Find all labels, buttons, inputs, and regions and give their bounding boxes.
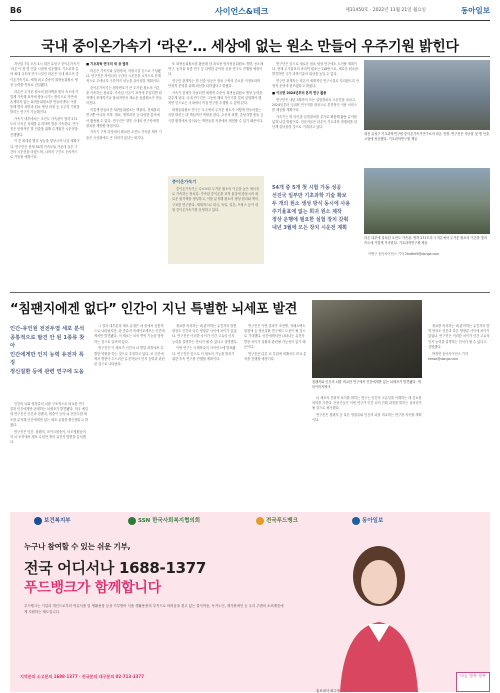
pull-quote-line: 주기율표에 없는 희귀 원소 제작 [272,209,342,215]
article1-column-2 [86,62,162,292]
headline-divider [10,56,490,57]
ad-body-text: 푸드뱅크는 기업과 개인으로부터 여유식품 및 생활용품 등을 기부받아 식품 생활용품의 부족으로 어려움을 겪고 있는 결식아동, 독거노인, 재가장애인 등 우리 주변의 소외계층에게 지원하는 제도입니다. [24,604,284,614]
paragraph: 또 희귀동위원소를 활용해 암 치료용 방사성동위원소 개발, 신소재 연구, 농작물 육종 연구 등 다양한 분야의 응용 연구도 진행할 예정이다. [168,62,264,77]
paragraph: 희귀동위원소 연구는 우주에서 무거운 원소가 어떻게 만들어졌는지를 밝히는 데 핵심적인 역할을 한다. 초신성 폭발, 중성자별 충돌 등 극한 환경에서 일어나는 핵반응을 지상에서 재현할 수 있기 때문이다. [168,108,264,123]
paragraph: 이번 연구는 국제학술지 사이언스에 발표됐다. 연구진은 앞으로 이 세포의 기능을 밝히기 위한 후속 연구를 진행할 계획이다. [172,346,236,361]
summary-line: 인간-유인원 전전두엽 세포 분석 [10,326,85,332]
article2-column-3 [172,324,238,506]
page-number: B6 [10,6,22,15]
ambassador-photo [310,536,448,692]
summary-line: 인간에게만 인지 능력 유전자 특징 [10,351,84,367]
summary-line: 공통적으로 발견 안 된 1종류 찾아 [10,334,85,350]
paragraph: 연구단 관계자는 라온이 세계적인 연구시설로 자리잡도록 안정적 운영에 힘쓰겠다고 밝혔다. [272,79,360,89]
article1-column-1 [10,62,80,292]
paragraph: 라온은 가속기와 실험장치, 지원시설 등으로 구성됐다. 연구진은 저에너지 구간의 시운전을 시작으로 단계적으로 고에너지 구간까지 성능을 끌어올릴 계획이다. [86,68,161,84]
paragraph: 가속기 전체가 가동되면 세계적 수준의 희귀동위원소 생성 능력을 갖추게 된다. 국내 연구진은 그동안 해외 가속기를 빌려 실험해야 했지만 앞으로는 국내에서 직접 연구를 수행할 수 있게 된다. [168,91,263,106]
article2-summary [10,325,88,377]
article1-column-5 [364,252,490,282]
paragraph: 중이온가속기는 수소보다 무거운 원소의 이온을 높은 에너지로 가속하는 장치다. 가속된 중이온을 표적 물질에 충돌시켜 새로운 원자핵을 생성하고, 이를 분석해 원소의 생성 원리와 핵의 구조를 연구한다. 세계적으로 미국, 독일, 일본, 프랑스 등이 대형 중이온가속기를 운영하고 있다. [172,187,260,212]
paragraph: 연구단은 앞으로 새로운 원소 합성 연구에도 도전할 계획이다. 현재 주기율표의 마지막 원소는 118번으로, 새로운 원소를 발견하면 국가 과학기술의 위상을 높일 수 있다. [272,62,359,77]
info-box-title: 중이온가속기 [172,179,197,184]
page-header [10,6,490,21]
paragraph: 인간의 뇌와 영장류의 뇌를 구조적으로 비교한 연구 결과 인간에게만 존재하는 뇌세포가 발견됐다. 미국 예일대 연구진은 인간과 침팬지, 원숭이 등의 뇌 전전두엽 세포를 분석해 인간에게만 있는 세포 유형을 확인했다고 밝혔다. [10,402,88,427]
paragraph: 연구진은 인간, 침팬지, 마카크원숭이, 마모셋원숭이의 뇌 조직에서 세포 수십만 개의 유전자 발현을 분석했다. [10,429,86,444]
article2-column-5 [312,396,422,506]
paragraph: 정보를 처리하는 데 관여하는 유전자의 발현 양상도 인간과 다른 영장류 사이에 차이가 있었다. 연구진은 이러한 차이가 인간 고유의 인지 능력을 설명하는 단서가 될 수 있다고 설명했다. [172,324,238,344]
paragraph: 가속기는 빔 라인과 실험장치를 추가로 확충해 활용 분야를 넓혀 나갈 방침이다. 전문가들은 라온이 기초과학 경쟁력을 한 단계 끌어올릴 것으로 기대하고 있다. [272,114,358,130]
paragraph: 연구진은 이 세포가 인간의 뇌 발달 과정에서 특별한 역할을 하는 것으로 추정하고 있다. 또 인간에게서 발현이 두드러진 유전자들이 인지 능력과 관련된 것으로 나타났다. [94,346,165,366]
paragraph: 연구진은 이번 결과가 조현병, 자폐스펙트럼장애 등 정신질환 연구에도 도움이 될 것으로 기대했다. 인간에게서만 나타나는 유전자 발현 차이가 질환과 관련될 가능성이 있기 때문이다. [244,324,306,349]
photo-caption: 대전 유성구 기초과학연구원 중이온가속기연구소의 라온 전경. 연구진은 지난달 첫 빔 인출 시험에 성공했다. 기초과학연구원 제공 [364,132,490,141]
photo-caption: 침팬지와 인간의 뇌를 비교한 연구에서 인간에게만 있는 뇌세포가 발견됐다. 게티이미지뱅크 [312,380,421,389]
ad-headline-phone: 전국 어디서나 1688-1377 [24,559,207,577]
pull-quote-line: 내년 3월에 모든 장치 시운전 계획 [272,225,347,231]
article-divider [10,292,490,293]
paragraph: 뇌 세포의 진화적 차이를 밝히는 연구는 인간의 고유성을 이해하는 데 중요한 의미를 가진다. 전문가들은 이번 연구가 인간 뇌의 진화 과정을 밝히는 실마리가 될 것으로 평가했다. [312,396,422,411]
campaign-badge: 나눔 행복 행복 [456,672,490,692]
article2-column-4 [244,324,308,506]
paragraph: 이병구 동아사이언스 기자 2bottle9@donga.com [368,252,440,256]
paragraph: 가속기 내부에서는 초전도 가속관이 영하 271도의 극저온 상태를 유지하며 빔을 가속한다. 연구진은 안정적인 빔 인출을 위해 수개월간 시운전을 진행했다. [10,117,79,137]
paragraph: 박정연 동아사이언스 기자 hesse@donga.com [428,351,468,361]
paragraph: 이렇게 만들어진 희귀동위원소는 핵물리, 천체물리 연구뿐 아니라 의학, 재료, 생명과학 등 다양한 분야에서 활용될 수 있다. 연구진은 향후 국내외 연구자에게 장치를 개방할 방침이다. [86,108,160,128]
article1-column-4 [272,62,360,180]
article2-column-1 [10,402,88,506]
ssn-logo: SSN 한국사회복지협의회 [128,516,200,525]
paragraph: 중이온가속기는 원자번호가 큰 무거운 원소의 이온을 가속하는 장치다. 가속된 이온이 표적에 부딪히면 원자핵이 쪼개지거나 합쳐지면서 새로운 동위원소가 만들어진다. [86,85,162,106]
paragraph: 연구진은 다른 뇌 부위에 대해서도 비교 분석을 진행할 예정이다. [244,351,307,361]
ad-subheading: 누구나 참여할 수 있는 쉬운 기부, [24,542,131,551]
chimpanzee-photo [312,300,422,378]
foodbank-logo: 전국푸드뱅크 [256,516,298,525]
paragraph: 연구진은 침팬지 등 다른 영장류와 인간의 뇌를 비교하는 연구를 지속할 계획이다. [312,413,422,423]
article1-column-3 [168,62,264,172]
ambassador-name: 홍보대사 최수영 [316,689,341,693]
ad-contact-line: 지역문의 소고문의 1688-1377 · 전국문의 대구문의 02-713-1377 [20,674,144,679]
info-box [168,176,264,264]
issue-info: 제31450호 · 2022년 11월 21일 월요일 [345,8,426,13]
subheading: ■ 이르면 2024년부터 본격 연구 활용 [272,91,327,96]
pull-quote-line: 정상 운행에 필요한 실험 장치 갖춰 [272,217,349,223]
accelerator-interior-photo [364,168,490,234]
pull-quote-line: 두 개의 원소 생성 방식 동시에 사용 [272,201,351,207]
summary-line: 정신질환 등에 관련 연구에 도움 [10,368,84,375]
article2-headline: “침팬지에겐 없다” 인간이 지닌 특별한 뇌세포 발견 [10,302,298,317]
paragraph: 연구단은 내년 3월까지 모든 실험장치의 시운전을 마치고, 2024년부터 국내외 연구자를 대상으로 본격적인 이용 서비스를 제공할 계획이다. [272,97,358,113]
section-title: 사이언스&테크 [215,7,269,16]
paragraph: 연구단 관계자는 빔 인출 성공은 장치 구축의 중요한 이정표라며 안정적 운영을 위해 최선을 다하겠다고 밝혔다. [168,79,261,89]
ad-headline: 푸드뱅크가 함께합니다 [24,580,161,596]
pull-quote [272,184,364,232]
donga-logo: 동아일보 [352,516,383,525]
paragraph: 이 중 최대한 빨리 성능을 향상시켜 나갈 계획이다. 연구단은 현재 54개 가속모듈 가운데 일부 구간의 시운전을 마쳤으며, 나머지 구간도 순차적으로 가동할 예정이다. [10,139,80,159]
paragraph: 그 결과 대부분의 세포 유형은 네 종에서 공통적으로 나타났지만, 한 종류의 미세아교세포는 인간에게서만 발견됐다. 이 세포는 뇌의 면역 기능을 담당하는 것으로 알려져 있다. [94,324,165,344]
paragraph: 지난달 7일 오후 4시 대전 유성구 중이온가속기 ‘라온’이 첫 빔 인출 시험에 성공했다. 기초과학 분야 최대 규모의 연구시설인 라온은 국내 최초의 중이온가속기로, 세계 최고 수준의 희귀동위원소 생성 능력을 목표로 건설됐다. [10,62,80,87]
photo-caption: 라온 내부에 설치된 초전도 가속관. 영하 271도의 극저온에서 무거운 원소의 이온을 빛의 속도에 가깝게 가속한다. 기초과학연구원 제공 [364,236,487,245]
foodbank-advertisement [10,512,490,692]
sponsor-logos [20,516,430,528]
article1-headline: 국내 중이온가속기 ‘라온’… 세상에 없는 원소 만들어 우주기원 밝힌다 [41,39,459,55]
pull-quote-line: 선진국 일부만 기초과학 기술 확보 [272,193,347,199]
paragraph: 정보를 처리하는 데 관여하는 유전자의 발현 양상도 인간과 다른 영장류 사이에 차이가 있었다. 연구진은 이러한 차이가 인간 고유의 인지 능력을 설명하는 단서가 될 수 있다고 설명했다. [428,324,490,349]
paragraph: 라온은 무거운 원소의 원자핵을 빛의 속도에 가깝게 가속해 표적에 충돌시키는 방식으로 자연에 존재하지 않는 희귀동위원소를 만들어낸다. 이를 통해 별의 폭발과 원소 생성 과정 등 우주의 기원을 밝히는 연구가 가능해진다. [10,89,80,115]
article2-column-2 [94,324,166,506]
info-box-text [172,187,260,261]
article2-column-6 [428,324,490,506]
subheading: ■ 기초과학 연구의 새 장 열려 [86,62,129,66]
pull-quote-line: 54개 중 5개 첫 시험 가동 성공 [272,185,342,191]
paragraph: 가속기 구축 과정에서 확보한 초전도 가속관 제작 기술은 국산화에도 큰 의미가 있다는 평가다. [86,130,162,140]
newspaper-logo: 동아일보 [461,6,490,15]
accelerator-aerial-photo [364,60,490,130]
ministry-logo: 보건복지부 [34,516,71,525]
